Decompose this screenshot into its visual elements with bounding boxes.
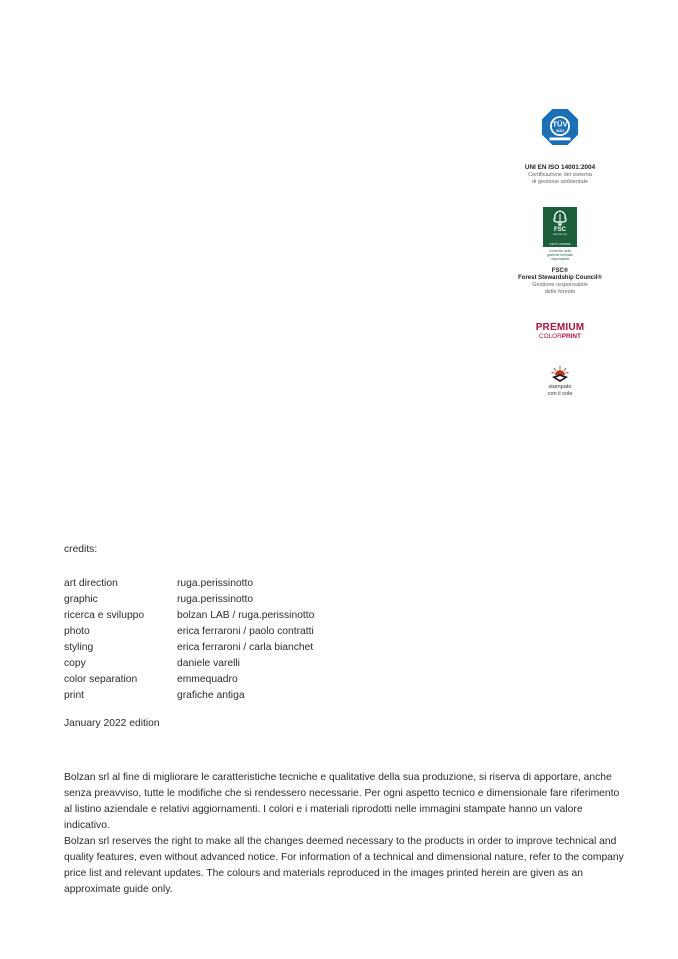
fsc-tagline-1: Il marchio della xyxy=(548,249,572,253)
credit-role: styling xyxy=(64,642,94,653)
credits-table xyxy=(64,576,314,704)
premium-line: PREMIUM xyxy=(535,322,585,333)
credit-role: ricerca e sviluppo xyxy=(64,610,145,621)
svg-text:TÜV: TÜV xyxy=(552,119,568,129)
credit-row xyxy=(64,592,314,608)
credit-row xyxy=(64,624,314,640)
fsc-tagline-3: responsabile xyxy=(550,257,570,261)
disclaimer-italian: Bolzan srl al fine di migliorare le caratteristiche tecniche e qualitative della sua produzione, si riserva di apportare, anche senza preavviso, tutte le modifiche che si rendessero necessarie. Per ogni aspetto tecnico e dimensionale fare riferimento al listino aziendale e relativi aggiornamenti. I colori e i materiali riprodotti nelle immagini stampate hanno un valore indicativo. xyxy=(64,772,620,831)
certifications-column xyxy=(500,108,620,397)
credit-name: ruga.perissinotto xyxy=(177,578,254,589)
credit-row xyxy=(64,640,314,656)
tuv-sud-logo-icon xyxy=(541,108,579,146)
tree-icon xyxy=(551,210,569,226)
credit-name: ruga.perissinotto xyxy=(177,594,254,605)
disclaimer-english: Bolzan srl reserves the right to make all the changes deemed necessary to the products in order to improve technical and quality features, even without advanced notice. For information of a technical and dimensional nature, refer to the company price list and relevant updates. The colours and materials reproduced in the images printed herein are given as an approximate guide only. xyxy=(64,836,624,895)
fsc-line-1: Gestione responsabile xyxy=(532,282,588,288)
iso-line-1: Certificazione del sistema xyxy=(528,172,592,178)
credit-name: emmequadro xyxy=(177,674,238,685)
credit-role: photo xyxy=(64,626,90,637)
fsc-certification xyxy=(500,186,620,296)
colorprint-line: COLORPRINT xyxy=(539,333,581,340)
svg-text:SÜD: SÜD xyxy=(555,129,565,134)
credit-name: erica ferraroni / carla bianchet xyxy=(177,642,314,653)
credit-name: erica ferraroni / paolo contratti xyxy=(177,626,314,637)
credit-row xyxy=(64,608,314,624)
disclaimer xyxy=(64,770,624,898)
credit-role: graphic xyxy=(64,594,98,605)
iso-title: UNI EN ISO 14001:2004 xyxy=(524,164,596,171)
stampato-con-il-sole xyxy=(500,365,620,397)
sole-line-1: stampato xyxy=(548,384,572,390)
edition-text: January 2022 edition xyxy=(64,718,160,729)
credit-role: print xyxy=(64,690,85,701)
premium-colorprint-logo xyxy=(500,323,620,341)
iso-line-2: di gestione ambientale xyxy=(532,179,588,185)
credit-role: color separation xyxy=(64,674,138,685)
sun-print-logo-icon xyxy=(550,365,570,383)
credit-role: art direction xyxy=(64,578,118,589)
credit-row xyxy=(64,656,314,672)
credits-section xyxy=(64,544,314,734)
fsc-tagline-2: gestione forestale xyxy=(546,253,574,257)
credit-row xyxy=(64,688,314,704)
credit-name: grafiche antiga xyxy=(177,690,245,701)
iso-certification xyxy=(500,108,620,186)
sole-line-2: con il sole xyxy=(547,391,573,397)
credit-name: daniele varelli xyxy=(177,658,240,669)
fsc-logo-icon: FSC www.fsc.org FSC® C006596 xyxy=(543,207,577,247)
credit-role: copy xyxy=(64,658,86,669)
credit-row xyxy=(64,576,314,592)
credits-title: credits: xyxy=(64,544,98,555)
credit-row xyxy=(64,672,314,688)
fsc-line-2: delle foreste xyxy=(544,289,576,295)
fsc-title: FSC® xyxy=(551,268,569,274)
credit-name: bolzan LAB / ruga.perissinotto xyxy=(177,610,315,621)
fsc-subtitle: Forest Stewardship Council® xyxy=(518,275,602,281)
